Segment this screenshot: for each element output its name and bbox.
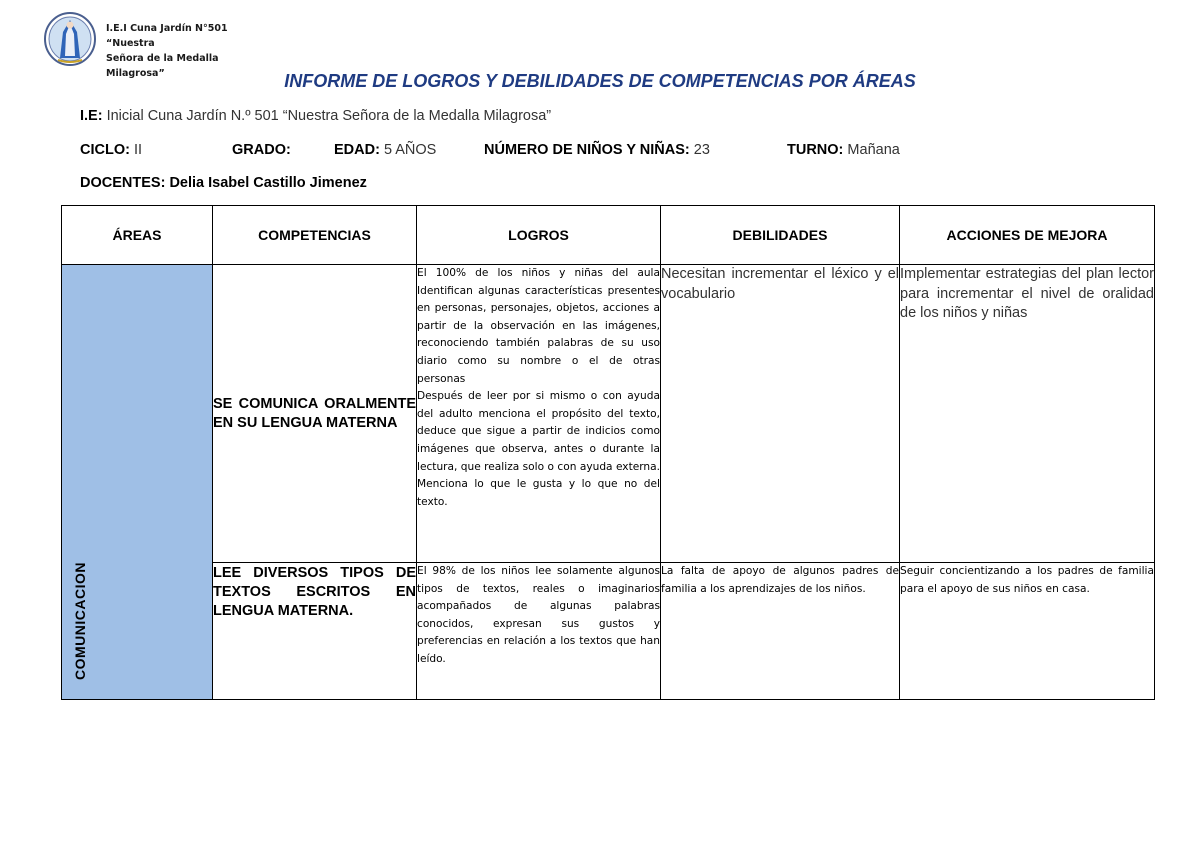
turno-value: Mañana [847,142,900,158]
info-line [80,142,980,162]
logros-cell [417,265,661,563]
ciclo-label: CICLO: [80,142,130,158]
header-areas: ÁREAS [62,206,213,265]
edad-label: EDAD: [334,142,380,158]
school-name-line1: I.E.I Cuna Jardín N°501 “Nuestra [106,23,228,49]
report-table [61,205,1155,700]
header-logros: LOGROS [417,206,661,265]
logros-paragraph: El 100% de los niños y niñas del aula Identifican algunas características presentes en personas, personajes, objetos, acciones a partir de la observación en las imágenes, reconociendo también palabras de su uso diario como su nombre o el de otras personas [417,267,660,385]
acciones-cell: Implementar estrategias del plan lector para incrementar el nivel de oralidad de los niños y niñas [900,265,1155,563]
logros-cell: El 98% de los niños lee solamente algunos tipos de textos, reales o imaginarios acompañados de algunas palabras conocidos, expresan sus gustos y preferencias en relación a los textos que han leído. [417,563,661,700]
ie-label: I.E: [80,108,103,124]
debilidades-cell: Necesitan incrementar el léxico y el vocabulario [661,265,900,563]
header-debilidades: DEBILIDADES [661,206,900,265]
table-header-row [62,206,1155,265]
document-title: INFORME DE LOGROS Y DEBILIDADES DE COMPETENCIAS POR ÁREAS [284,71,916,91]
edad-value: 5 AÑOS [383,142,437,158]
ie-value: Inicial Cuna Jardín N.º 501 “Nuestra Señora de la Medalla Milagrosa” [106,108,552,124]
header-competencias: COMPETENCIAS [213,206,417,265]
ciclo-value: II [133,142,143,158]
acciones-cell: Seguir concientizando a los padres de familia para el apoyo de sus niños en casa. [900,563,1155,700]
docentes-line [80,175,367,191]
ninos-label: NÚMERO DE NIÑOS Y NIÑAS: [484,142,690,158]
docentes-label: DOCENTES: [80,175,166,191]
competencia-cell: LEE DIVERSOS TIPOS DE TEXTOS ESCRITOS EN LENGUA MATERNA. [213,563,417,700]
school-name-line2: Señora de la Medalla Milagrosa” [106,53,219,79]
ie-line [80,108,551,124]
area-label: COMUNICACION [72,562,88,680]
area-cell [62,265,213,700]
ninos-value: 23 [693,142,710,158]
table-row [62,265,1155,563]
virgin-mary-emblem-icon [44,12,96,66]
header-acciones: ACCIONES DE MEJORA [900,206,1155,265]
table-row [62,563,1155,700]
competencia-cell: SE COMUNICA ORALMENTE EN SU LENGUA MATERNA [213,265,417,563]
grado-label: GRADO: [232,142,291,158]
debilidades-cell: La falta de apoyo de algunos padres de familia a los aprendizajes de los niños. [661,563,900,700]
logros-paragraph: Después de leer por si mismo o con ayuda del adulto menciona el propósito del texto, deduce que sigue a partir de indicios como imágenes que observa, antes o durante la lectura, que realiza solo o con ayuda externa. Menciona lo que le gusta y lo que no del texto. [417,390,660,508]
turno-label: TURNO: [787,142,844,158]
docentes-value: Delia Isabel Castillo Jimenez [169,175,367,191]
